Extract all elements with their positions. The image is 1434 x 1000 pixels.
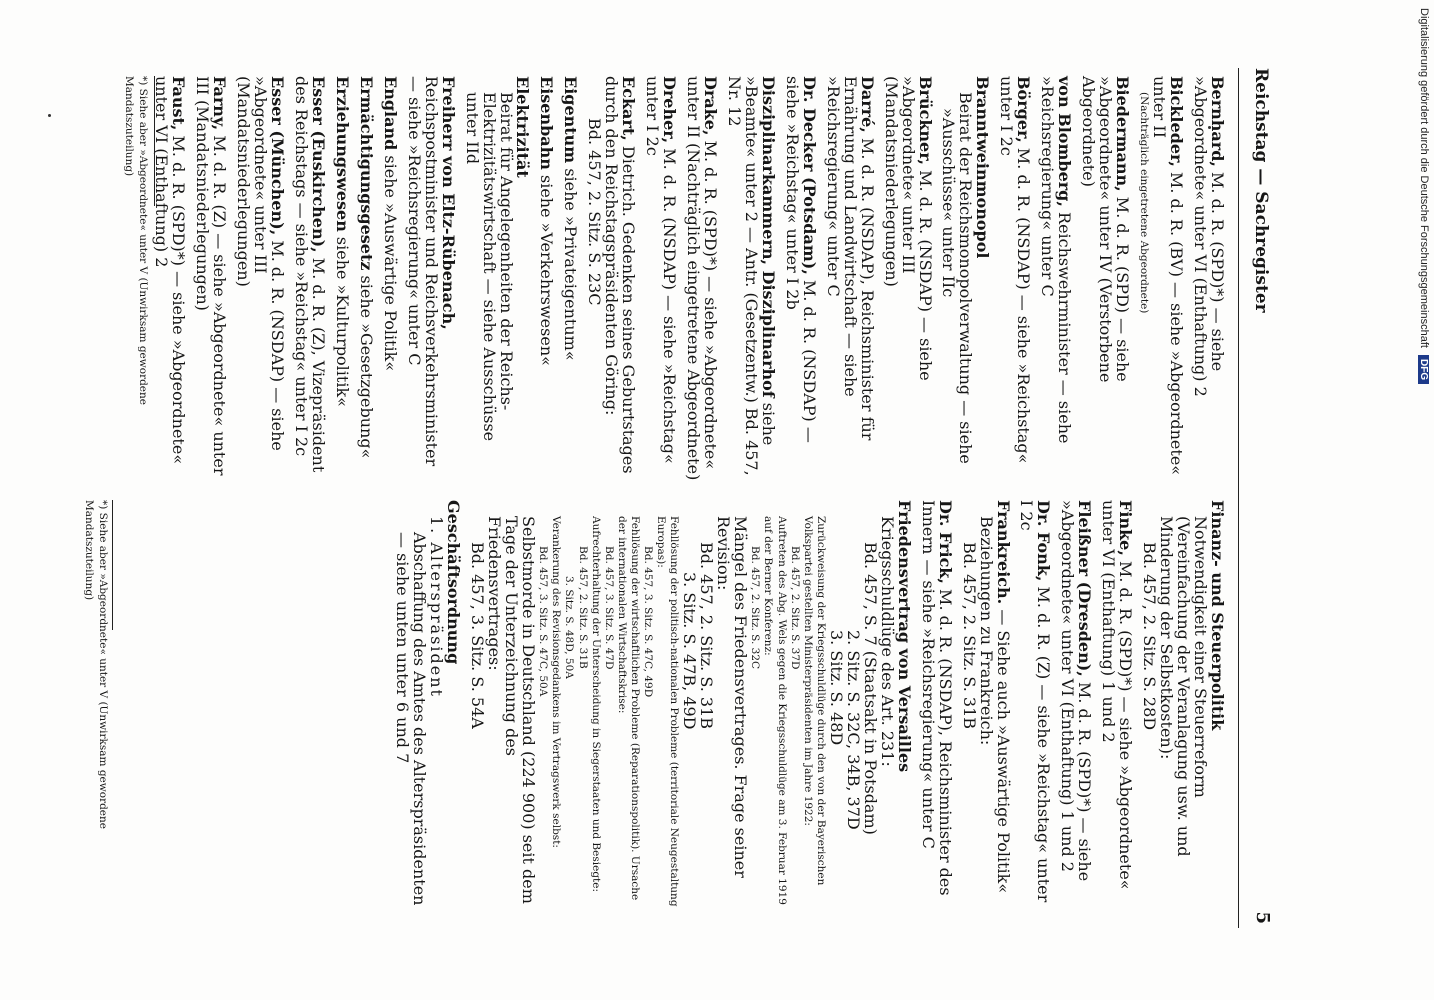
entry-eckart: Eckart, Dietrich. Gedenken seines Geburtstages durch den Reichstagspräsidenten Göring: Bd. 457, 2. Sitz. S. 23C: [585, 76, 639, 474]
entry-england: England siehe »Auswärtige Politik«: [380, 76, 400, 372]
entry-friedensvertrag: Friedensvertrag von Versailles Kriegsschuldlüge des Art. 231: Bd. 457, S. 7 (Staatsakt in Potsdam) 2. Sitz. S. 32C, 34B, 37D 3. Sitz. S. 48D Zurückweisung der Kriegsschuldlüge durch den von der Bayerischen Volkspartei gestellten Ministerpräsidenten im Jahre 1922: Bd. 457, 2. Sitz. S. 37D Auftreten des Abg. Wels gegen die Kriegsschuldlüge am 3. Februar 1919 auf der Berner Konferenz: Bd. 457, 2. Sitz. S. 32C Mängel des Friedensvertrages. Frage seiner Revision: Bd. 457, 2. Sitz. S. 31B 3. Sitz. S. 47B, 49D Fehllösung der politisch-nationalen Probleme (territoriale Neugestaltung Europas): Bd. 457, 3. Sitz. S. 47C, 49D Fehllösung der wirtschaftlichen Probleme (Reparationspolitik). Ursache der internationalen Wirtschaftskrise: Bd. 457, 3. Sitz. S. 47D Aufrechterhaltung der Unterscheidung in Siegerstaaten und Besiegte: Bd. 457, 2. Sitz. S. 31B 3. Sitz. S. 48D, 50A Verankerung des Revisionsgedankens im Vertragswerk selbst: Bd. 457, 3. Sitz. S. 47C, 50A Selbstmorde in Deutschland (224 900) seit dem Tage der Unterzeichnung des Friedensvertrages: Bd. 457, 3. Sitz. S. 54A: [468, 500, 914, 907]
entry-bickleder: Bickleder, M. d. R. (BV) — siehe »Abgeordnete« unter II (Nachträglich eingetretene Abgeordnete): [1138, 76, 1187, 476]
scan-speck: [48, 114, 51, 117]
entry-elektrizitaet: Elektrizität Beirat für Angelegenheiten der Reichs-Elektrizitätswirtschaft — siehe Ausschüsse unter IId: [462, 76, 533, 442]
entry-bernhard: Bernhard, M. d. R. (SPD)*) — siehe »Abgeordnete« unter VI (Enthaftung) 2: [1191, 76, 1227, 397]
entry-frick: Dr. Frick, M. d. R. (NSDAP), Reichsminister des Innern — siehe »Reichsregierung« unter C: [918, 500, 955, 896]
running-title: Reichstag — Sachregister: [1251, 68, 1271, 313]
footnote-right: *) Siehe aber »Abgeordnete« unter V (Unwirksam gewordene Mandatszuteilung): [83, 500, 109, 830]
right-column: [386, 500, 1225, 910]
entry-branntweinmonopol: Branntweinmonopol Beirat der Reichsmonopolverwaltung — siehe »Ausschüsse« unter IIc: [939, 76, 993, 464]
entry-eigentum: Eigentum siehe »Privateigentum«: [561, 76, 581, 361]
entry-disziplinar: Disziplinarkammern, Disziplinarhof siehe »Beamte« unter 2 — Antr. (Gesetzentw.) Bd. 457, Nr. 12: [725, 76, 778, 476]
entry-brueckner: Brückner, M. d. R. (NSDAP) — siehe »Abgeordnete« unter III (Mandatsniederlegungen): [881, 76, 935, 381]
entry-boerger: Börger, M. d. R. (NSDAP) — siehe »Reichstag« unter I 2c: [997, 76, 1034, 464]
credit-text: Digitalisierung gefördert durch die Deutsche Forschungsgemeinschaft: [1418, 8, 1430, 348]
entry-frankreich: Frankreich. — Siehe auch »Auswärtige Politik« Beziehungen zu Frankreich: Bd. 457, 2. Sitz. S. 31B: [959, 500, 1013, 894]
page-header: [1238, 68, 1285, 928]
entry-decker: Dr. Decker (Potsdam), M. d. R. (NSDAP) — siehe »Reichstag« unter I 2b: [782, 76, 819, 443]
entry-esser-muenchen: Esser (München), M. d. R. (NSDAP) — siehe »Abgeordnete« unter III (Mandatsniederlegungen): [234, 76, 288, 451]
entry-blomberg: von Blomberg, Reichswehrminister — siehe »Reichsregierung« unter C: [1038, 76, 1075, 444]
entry-biedermann: Biedermann, M. d. R. (SPD) — siehe »Abgeordnete« unter IV (Verstorbene Abgeordnete): [1079, 76, 1133, 383]
entry-faust: Faust, M. d. R. (SPD)*) — siehe »Abgeordnete« unter VI (Enthaftung) 2: [152, 76, 189, 465]
entry-farny: Farny, M. d. R. (Z) — siehe »Abgeordnete« unter III (Mandatsniederlegungen): [193, 76, 230, 476]
entry-ermaechtigungsgesetz: Ermächtigungsgesetz siehe »Gesetzgebung«: [356, 76, 376, 459]
entry-eltz: Freiherr von Eltz-Rübenach, Reichspostminister und Reichsverkehrsminister — siehe »Reichsregierung« unter C: [404, 76, 458, 467]
entry-eisenbahn: Eisenbahn siehe »Verkehrswesen«: [537, 76, 557, 366]
footnote-rule-left: [154, 76, 155, 206]
entry-erziehungswesen: Erziehungswesen siehe »Kulturpolitik«: [332, 76, 352, 407]
entry-dreher: Dreher, M. d. R. (NSDAP) — siehe »Reichstag« unter I 2c: [643, 76, 680, 464]
entry-esser-euskirchen: Esser (Euskirchen), M. d. R. (Z), Vizepräsident des Reichstags — siehe »Reichstag« unter I 2c: [291, 76, 328, 473]
dfg-logo: DFG: [1418, 355, 1429, 384]
entry-geschaeftsordnung: Geschäftsordnung 1. Alterspräsident Abschaffung des Amtes des Alterspräsidenten — siehe unten unter 6 und 7: [393, 500, 464, 906]
entry-finanz: Finanz- und Steuerpolitik Notwendigkeit einer Steuerreform (Vereinfachung der Veranlagung usw. und Minderung der Selbstkosten): Bd. 457, 2. Sitz. S. 28D: [1140, 500, 1227, 857]
left-column: [145, 76, 1225, 486]
entry-fonk: Dr. Fonk, M. d. R. (Z) — siehe »Reichstag« unter I 2c: [1017, 500, 1054, 903]
footnote-left: *) Siehe aber »Abgeordnete« unter V (Unwirksam gewordene Mandatszuteilung): [123, 76, 149, 406]
footnote-rule-right: [112, 500, 113, 630]
digitization-credit: [1418, 8, 1430, 384]
page-number: 5: [1252, 911, 1273, 924]
register-page: [75, 68, 1285, 928]
entry-finke: Finke, M. d. R. (SPD)*) — siehe »Abgeordnete« unter VI (Enthaftung) 1 und 2: [1099, 500, 1136, 890]
entry-drake: Drake, M. d. R. (SPD)*) — siehe »Abgeordnete« unter II (Nachträglich eingetretene Abgeordnete): [684, 76, 721, 481]
entry-darre: Darré, M. d. R. (NSDAP), Reichsminister für Ernährung und Landwirtschaft — siehe »Reichsregierung« unter C: [823, 76, 877, 441]
entry-fleissner: Fleißner (Dresden), M. d. R. (SPD)*) — siehe »Abgeordnete« unter VI (Enthaftung) 1 und 2: [1058, 500, 1095, 882]
